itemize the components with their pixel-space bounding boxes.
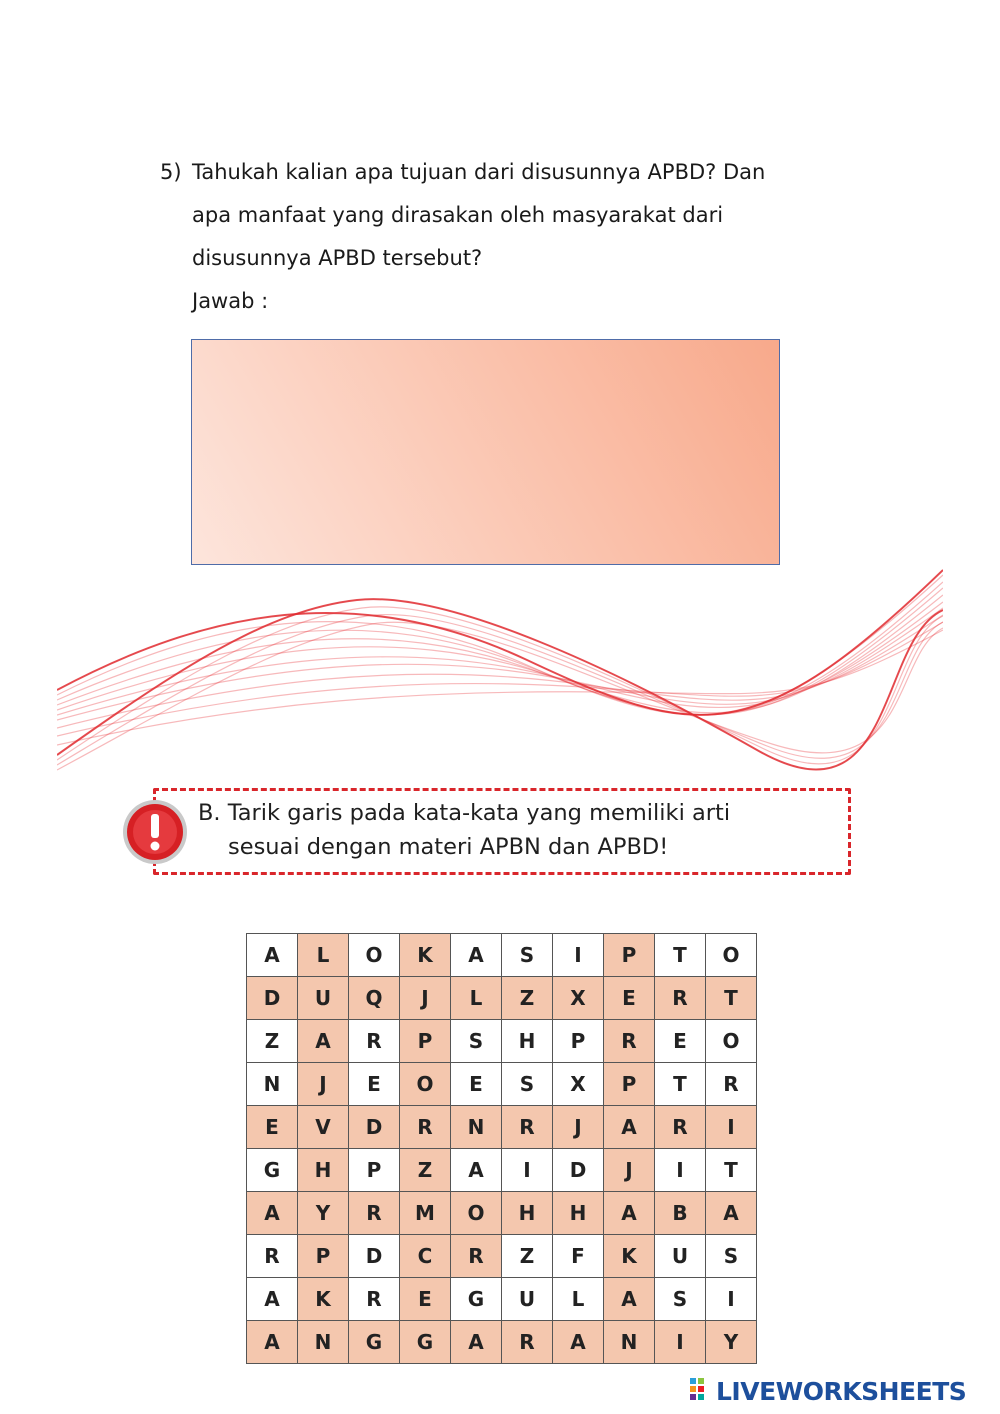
grid-cell[interactable]: R	[349, 1278, 400, 1321]
grid-cell[interactable]: E	[400, 1278, 451, 1321]
answer-label: Jawab :	[192, 289, 269, 313]
grid-cell[interactable]: I	[655, 1149, 706, 1192]
grid-cell[interactable]: Z	[502, 977, 553, 1020]
grid-cell[interactable]: P	[604, 1063, 655, 1106]
grid-cell[interactable]: P	[349, 1149, 400, 1192]
grid-cell[interactable]: P	[553, 1020, 604, 1063]
grid-row	[247, 1063, 757, 1106]
grid-cell[interactable]: U	[502, 1278, 553, 1321]
grid-cell[interactable]: A	[604, 1106, 655, 1149]
grid-cell[interactable]: L	[298, 934, 349, 977]
grid-cell[interactable]: O	[349, 934, 400, 977]
grid-cell[interactable]: P	[400, 1020, 451, 1063]
grid-cell[interactable]: C	[400, 1235, 451, 1278]
grid-cell[interactable]: L	[451, 977, 502, 1020]
grid-cell[interactable]: G	[247, 1149, 298, 1192]
grid-cell[interactable]: D	[349, 1106, 400, 1149]
exclamation-icon	[121, 798, 189, 866]
grid-cell[interactable]: A	[298, 1020, 349, 1063]
grid-cell[interactable]: Y	[298, 1192, 349, 1235]
grid-cell[interactable]: E	[349, 1063, 400, 1106]
grid-cell[interactable]: S	[706, 1235, 757, 1278]
grid-cell[interactable]: D	[553, 1149, 604, 1192]
grid-cell[interactable]: T	[706, 977, 757, 1020]
instruction-line-1: B. Tarik garis pada kata-kata yang memiliki arti	[198, 800, 731, 826]
grid-cell[interactable]: A	[247, 1192, 298, 1235]
answer-textbox[interactable]	[191, 339, 780, 565]
grid-cell[interactable]: I	[655, 1321, 706, 1364]
grid-cell[interactable]: Z	[247, 1020, 298, 1063]
grid-cell[interactable]: N	[604, 1321, 655, 1364]
grid-cell[interactable]: S	[502, 1063, 553, 1106]
grid-cell[interactable]: A	[247, 934, 298, 977]
grid-cell[interactable]: T	[655, 934, 706, 977]
grid-cell[interactable]: O	[706, 934, 757, 977]
grid-row	[247, 1106, 757, 1149]
grid-cell[interactable]: D	[349, 1235, 400, 1278]
liveworksheets-brand[interactable]	[690, 1374, 966, 1408]
question-number: 5)	[160, 160, 182, 184]
grid-row	[247, 977, 757, 1020]
grid-cell[interactable]: P	[298, 1235, 349, 1278]
grid-cell[interactable]: A	[553, 1321, 604, 1364]
grid-cell[interactable]: O	[400, 1063, 451, 1106]
grid-cell[interactable]: R	[349, 1192, 400, 1235]
word-search-grid	[246, 933, 757, 1364]
grid-cell[interactable]: I	[502, 1149, 553, 1192]
grid-cell[interactable]: H	[298, 1149, 349, 1192]
grid-cell[interactable]: R	[502, 1106, 553, 1149]
grid-cell[interactable]: M	[400, 1192, 451, 1235]
grid-cell[interactable]: L	[553, 1278, 604, 1321]
grid-cell[interactable]: G	[400, 1321, 451, 1364]
grid-cell[interactable]: R	[400, 1106, 451, 1149]
grid-cell[interactable]: A	[706, 1192, 757, 1235]
grid-cell[interactable]: R	[502, 1321, 553, 1364]
grid-cell[interactable]: P	[604, 934, 655, 977]
grid-cell[interactable]: A	[604, 1192, 655, 1235]
grid-cell[interactable]: G	[451, 1278, 502, 1321]
grid-cell[interactable]: A	[451, 1149, 502, 1192]
grid-cell[interactable]: T	[706, 1149, 757, 1192]
grid-cell[interactable]: N	[451, 1106, 502, 1149]
brand-text: LIVEWORKSHEETS	[716, 1376, 967, 1406]
liveworksheets-logo-icon	[690, 1378, 712, 1404]
grid-cell[interactable]: E	[247, 1106, 298, 1149]
grid-row	[247, 1192, 757, 1235]
grid-cell[interactable]: R	[451, 1235, 502, 1278]
grid-cell[interactable]: R	[349, 1020, 400, 1063]
grid-cell[interactable]: S	[502, 934, 553, 977]
grid-cell[interactable]: S	[451, 1020, 502, 1063]
grid-cell[interactable]: X	[553, 1063, 604, 1106]
grid-cell[interactable]: Z	[502, 1235, 553, 1278]
instruction-line-2: sesuai dengan materi APBN dan APBD!	[228, 834, 669, 860]
grid-cell[interactable]: X	[553, 977, 604, 1020]
question-text-line-2: apa manfaat yang dirasakan oleh masyarakat dari	[192, 203, 724, 227]
grid-cell[interactable]: Z	[400, 1149, 451, 1192]
grid-cell[interactable]: U	[298, 977, 349, 1020]
grid-cell[interactable]: R	[655, 977, 706, 1020]
grid-cell[interactable]: A	[604, 1278, 655, 1321]
grid-cell[interactable]: R	[604, 1020, 655, 1063]
grid-cell[interactable]: F	[553, 1235, 604, 1278]
grid-cell[interactable]: B	[655, 1192, 706, 1235]
grid-row	[247, 1321, 757, 1364]
grid-cell[interactable]: K	[400, 934, 451, 977]
grid-cell[interactable]: O	[706, 1020, 757, 1063]
grid-cell[interactable]: A	[247, 1278, 298, 1321]
grid-cell[interactable]: R	[655, 1106, 706, 1149]
grid-cell[interactable]: Y	[706, 1321, 757, 1364]
grid-row	[247, 1278, 757, 1321]
grid-cell[interactable]: N	[247, 1063, 298, 1106]
grid-cell[interactable]: I	[706, 1278, 757, 1321]
grid-cell[interactable]: H	[502, 1192, 553, 1235]
grid-cell[interactable]: N	[298, 1321, 349, 1364]
grid-cell[interactable]: A	[451, 1321, 502, 1364]
grid-cell[interactable]: J	[553, 1106, 604, 1149]
grid-cell[interactable]: K	[604, 1235, 655, 1278]
grid-cell[interactable]: J	[298, 1063, 349, 1106]
instruction-text	[198, 796, 730, 864]
grid-cell[interactable]: E	[655, 1020, 706, 1063]
grid-cell[interactable]: I	[553, 934, 604, 977]
grid-cell[interactable]: U	[655, 1235, 706, 1278]
grid-cell[interactable]: Q	[349, 977, 400, 1020]
grid-cell[interactable]: V	[298, 1106, 349, 1149]
grid-cell[interactable]: O	[451, 1192, 502, 1235]
grid-cell[interactable]: T	[655, 1063, 706, 1106]
grid-row	[247, 1020, 757, 1063]
grid-cell[interactable]: R	[706, 1063, 757, 1106]
grid-cell[interactable]: H	[502, 1020, 553, 1063]
grid-cell[interactable]: E	[604, 977, 655, 1020]
grid-row	[247, 934, 757, 977]
grid-cell[interactable]: G	[349, 1321, 400, 1364]
grid-cell[interactable]: S	[655, 1278, 706, 1321]
decorative-wave	[57, 550, 943, 780]
grid-cell[interactable]: J	[604, 1149, 655, 1192]
grid-cell[interactable]: A	[247, 1321, 298, 1364]
question-text-line-3: disusunnya APBD tersebut?	[192, 246, 483, 270]
grid-cell[interactable]: D	[247, 977, 298, 1020]
grid-cell[interactable]: K	[298, 1278, 349, 1321]
grid-row	[247, 1235, 757, 1278]
grid-cell[interactable]: J	[400, 977, 451, 1020]
grid-row	[247, 1149, 757, 1192]
grid-cell[interactable]: R	[247, 1235, 298, 1278]
grid-cell[interactable]: E	[451, 1063, 502, 1106]
question-text-line-1: Tahukah kalian apa tujuan dari disusunnya APBD? Dan	[192, 160, 766, 184]
grid-cell[interactable]: I	[706, 1106, 757, 1149]
grid-cell[interactable]: H	[553, 1192, 604, 1235]
grid-cell[interactable]: A	[451, 934, 502, 977]
